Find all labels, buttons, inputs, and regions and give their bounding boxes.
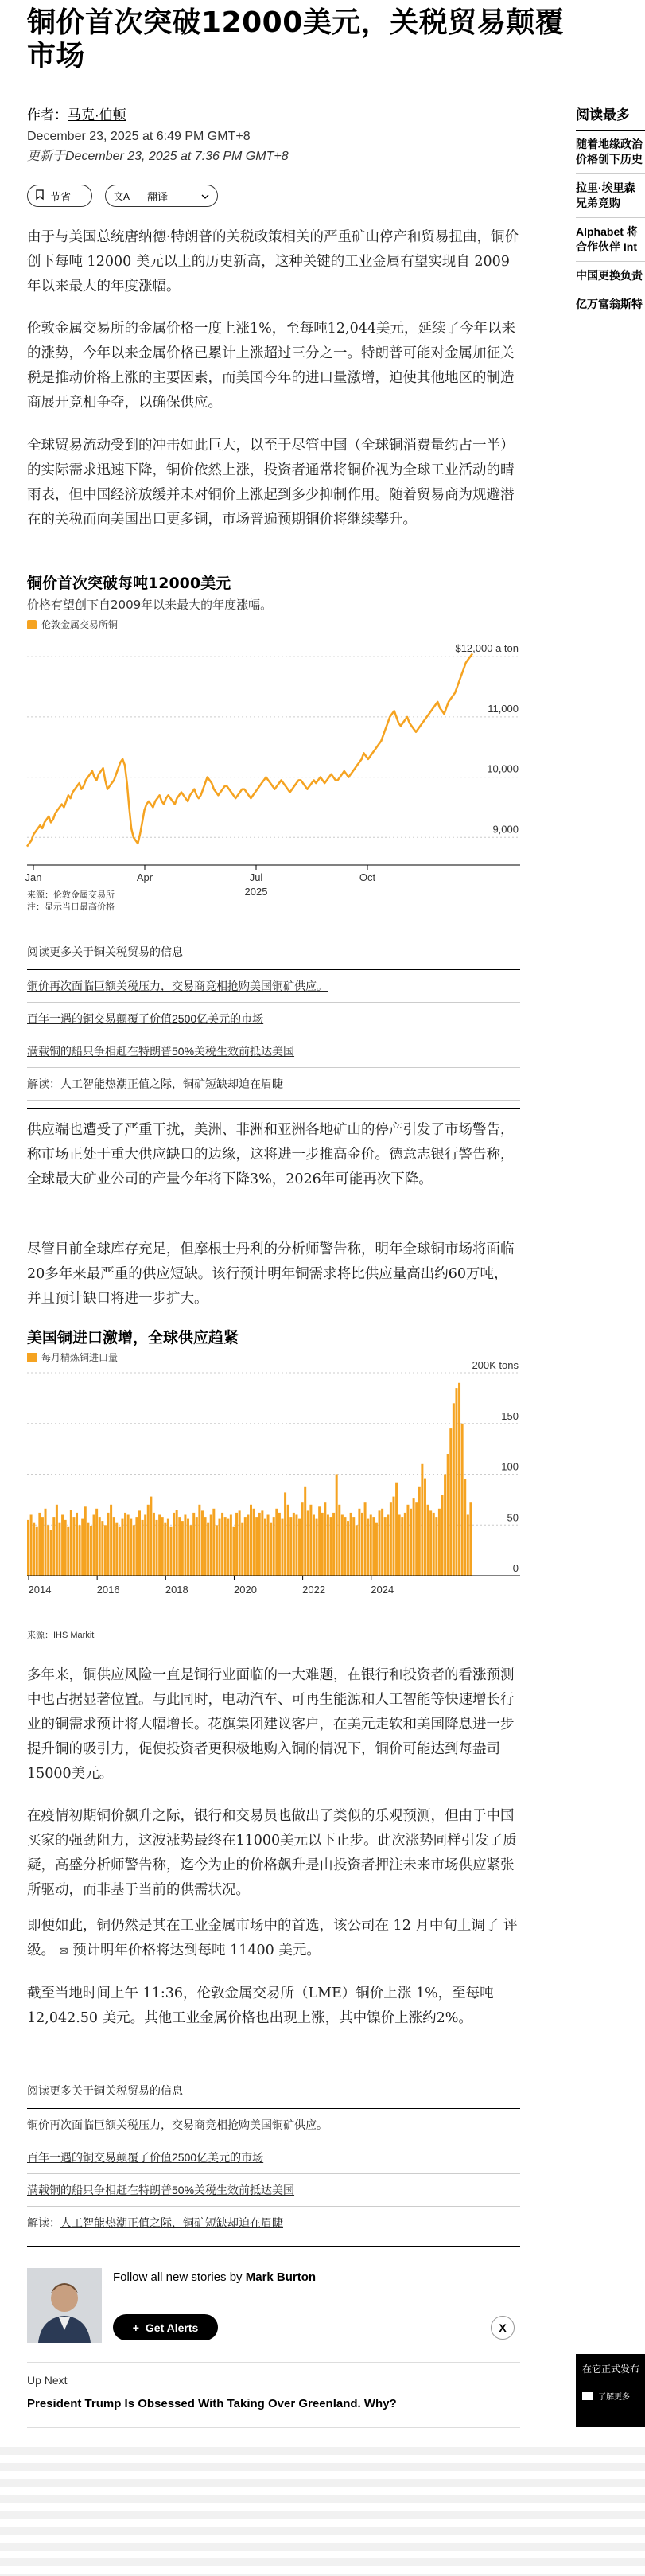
import-bar — [281, 1519, 283, 1576]
import-bar — [210, 1515, 212, 1576]
import-bar — [395, 1483, 398, 1576]
import-bar — [413, 1498, 415, 1576]
divider — [27, 2362, 520, 2363]
paragraph-1: 由于与美国总统唐纳德·特朗普的关税政策相关的严重矿山停产和贸易扭曲，铜价创下每吨 12000 美元以上的历史新高，这种关键的工业金属有望实现自 2009 年以来最大的年度涨幅。 — [27, 229, 519, 294]
paragraph-5: 尽管目前全球库存充足，但摩根士丹利的分析师警告称，明年全球铜市场将面临20多年来最严重的供应短缺。该行预计明年铜需求将比供应量高出约60万吨，并且预计缺口将进一步扩大。 — [27, 1241, 515, 1307]
import-bar — [298, 1519, 301, 1576]
read-more-link[interactable]: 百年一遇的铜交易颠覆了价值2500亿美元的市场 — [27, 2141, 520, 2174]
read-more-link[interactable]: 解读：人工智能热潮正值之际，铜矿短缺却迫在眉睫 — [27, 1068, 520, 1101]
x-tick-label: Oct — [359, 871, 376, 883]
import-bar — [87, 1523, 89, 1576]
import-bar — [36, 1527, 38, 1576]
import-bar — [198, 1505, 200, 1576]
y-tick-label: 100 — [501, 1460, 519, 1473]
import-bar — [30, 1515, 33, 1576]
import-bar — [156, 1520, 158, 1576]
import-bar — [347, 1521, 349, 1576]
y-tick-label: $12,000 a ton — [455, 642, 519, 655]
chart1-legend: 伦敦金属交易所铜 — [27, 618, 520, 631]
chevron-down-icon — [201, 190, 209, 202]
update-date: 更新于December 23, 2025 at 7:36 PM GMT+8 — [27, 150, 289, 163]
paragraph-9: 截至当地时间上午 11:36，伦敦金属交易所（LME）铜价上涨 1%，至每吨 12,042.50 美元。其他工业金属价格也出现上涨，其中镍价上涨约2%。 — [27, 1986, 494, 2026]
import-bar — [307, 1510, 309, 1576]
y-tick-label: 50 — [507, 1511, 519, 1524]
import-bar — [176, 1510, 178, 1576]
chart1-title: 铜价首次突破每吨12000美元 — [27, 575, 231, 592]
import-bar — [350, 1513, 352, 1576]
import-bar — [41, 1517, 44, 1576]
import-bar — [398, 1515, 401, 1576]
import-bar — [401, 1517, 403, 1576]
import-bar — [239, 1510, 241, 1576]
import-bar — [38, 1513, 41, 1576]
import-bar — [101, 1521, 103, 1576]
sidebar-promo[interactable]: 在它正式发布 了解更多 — [576, 2354, 645, 2427]
author-link[interactable]: 马克·伯顿 — [68, 107, 126, 123]
import-bar — [76, 1513, 78, 1576]
import-bar — [113, 1517, 115, 1576]
import-bar — [278, 1513, 281, 1576]
import-bar — [390, 1502, 392, 1576]
import-bar — [99, 1517, 101, 1576]
import-bar — [318, 1506, 321, 1576]
read-more-heading: 阅读更多关于铜关税贸易的信息 — [27, 934, 520, 970]
import-bar — [410, 1509, 412, 1576]
bookmark-button[interactable]: 节省 — [27, 185, 92, 207]
import-bar — [270, 1523, 272, 1576]
import-bar — [392, 1497, 394, 1576]
sidebar-heading: 阅读最多 — [576, 107, 630, 123]
import-bar — [153, 1513, 155, 1576]
import-bar — [90, 1526, 92, 1576]
import-bar — [235, 1513, 238, 1576]
legend-bar-swatch — [27, 1353, 37, 1362]
sidebar-item[interactable]: 拉里·埃里森 兄弟竞购 — [576, 174, 645, 218]
divider — [27, 2427, 520, 2428]
import-bar — [133, 1525, 135, 1576]
import-bar — [464, 1479, 466, 1576]
import-bar — [50, 1530, 52, 1576]
import-bar — [330, 1517, 332, 1576]
import-bar — [230, 1515, 232, 1576]
import-bar — [207, 1523, 209, 1576]
up-next-title[interactable]: President Trump Is Obsessed With Taking Over Greenland. Why? — [27, 2397, 397, 2410]
y-tick-label: 11,000 — [488, 702, 519, 715]
import-bar — [212, 1509, 215, 1576]
x-tick-label: Jul — [249, 871, 263, 883]
import-bar — [67, 1527, 69, 1576]
import-bar — [424, 1479, 426, 1576]
import-bar — [284, 1492, 286, 1576]
y-tick-label: 10,000 — [487, 762, 519, 775]
legend-line-swatch — [27, 620, 37, 629]
import-bar — [250, 1505, 252, 1576]
import-bar — [427, 1505, 429, 1576]
import-bar — [201, 1510, 204, 1576]
x-tick-label: 2024 — [371, 1584, 394, 1596]
chart1-subtitle: 价格有望创下自2009年以来最大的年度涨幅。 — [27, 598, 273, 612]
import-bar — [232, 1527, 235, 1576]
import-bar — [435, 1517, 437, 1576]
sidebar-item[interactable]: 随着地缘政治 价格创下历史 — [576, 131, 645, 174]
import-bar — [138, 1510, 141, 1576]
import-bar — [244, 1517, 247, 1576]
import-bar — [287, 1505, 289, 1576]
copper-price-chart — [25, 629, 520, 898]
import-bar — [216, 1525, 218, 1576]
import-bar — [364, 1502, 367, 1576]
import-bar — [84, 1506, 87, 1576]
read-more-2 — [27, 2073, 520, 2239]
import-bar — [227, 1519, 229, 1576]
paragraph-6: 多年来，铜供应风险一直是铜行业面临的一大难题，在银行和投资者的看涨预测中也占据显著位置。与此同时，电动汽车、可再生能源和人工智能等快速增长行业的铜需求预计将大幅增长。花旗集团建议客户，在美元走软和美国降息进一步提升铜的吸引力，促使投资者更积极地购入铜的情况下，铜价可能达到每盎司15000美元。 — [27, 1667, 515, 1782]
bookmark-icon — [36, 189, 44, 202]
import-bar — [104, 1525, 107, 1576]
import-bar — [33, 1523, 35, 1576]
import-bar — [418, 1487, 421, 1576]
import-bar — [196, 1517, 198, 1576]
import-bar — [444, 1475, 446, 1576]
import-bar — [267, 1515, 270, 1576]
import-bar — [147, 1505, 150, 1576]
sidebar-item[interactable]: 中国更换负责 — [576, 262, 645, 290]
up-next-label: Up Next — [27, 2374, 68, 2387]
import-bar — [301, 1502, 304, 1576]
import-bar — [332, 1513, 335, 1576]
import-bar — [158, 1515, 161, 1576]
translate-icon: 文A — [114, 190, 130, 202]
import-bar — [367, 1519, 369, 1576]
translate-button[interactable]: 文A 翻译 — [105, 185, 218, 207]
import-bar — [313, 1515, 315, 1576]
byline: 作者：马克·伯顿 — [27, 107, 126, 123]
import-bar — [47, 1525, 49, 1576]
chart2-legend: 每月精炼铜进口量 — [27, 1350, 520, 1364]
import-bar — [169, 1527, 172, 1576]
chart1-source: 来源：伦敦金属交易所 注：显示当日最高价格 — [27, 890, 115, 912]
x-social-icon[interactable]: X — [491, 2316, 515, 2340]
import-bar — [115, 1523, 118, 1576]
import-bar — [327, 1515, 329, 1576]
import-bar — [130, 1519, 132, 1576]
get-alerts-button[interactable]: + Get Alerts — [113, 2314, 218, 2340]
plus-icon: + — [132, 2321, 139, 2334]
x-tick-label: 2018 — [165, 1584, 188, 1596]
import-bar — [469, 1502, 472, 1576]
import-bar — [187, 1519, 189, 1576]
sidebar-most-read — [576, 103, 645, 318]
import-bar — [219, 1519, 221, 1576]
import-bar — [309, 1505, 312, 1576]
import-bar — [458, 1383, 460, 1576]
import-bar — [178, 1517, 181, 1576]
loading-placeholder — [0, 2439, 645, 2576]
import-bar — [289, 1517, 292, 1576]
import-bar — [95, 1509, 98, 1576]
import-bar — [356, 1525, 358, 1576]
import-bar — [52, 1517, 55, 1576]
sidebar-item[interactable]: 亿万富翁斯特 — [576, 298, 643, 310]
x-tick-label: 2022 — [302, 1584, 326, 1596]
read-more-link[interactable]: 铜价再次面临巨额关税压力，交易商竞相抢购美国铜矿供应。 — [27, 970, 520, 1003]
import-bar — [64, 1520, 67, 1576]
import-bar — [361, 1513, 363, 1576]
import-bar — [258, 1513, 261, 1576]
import-bar — [241, 1523, 243, 1576]
y-tick-label: 0 — [512, 1562, 519, 1574]
import-bar — [81, 1519, 84, 1576]
sidebar-item[interactable]: Alphabet 将 合作伙伴 Int — [576, 218, 645, 262]
chart2-header — [27, 1326, 520, 1364]
y-tick-label: 9,000 — [492, 823, 519, 836]
import-bar — [433, 1513, 435, 1576]
read-more-link[interactable]: 满载铜的船只争相赶在特朗普50%关税生效前抵达美国 — [27, 2174, 520, 2207]
paragraph-7: 在疫情初期铜价飙升之际，银行和交易员也做出了类似的乐观预测，但由于中国买家的强劲阻力，这波涨势最终在11000美元以下止步。此次涨势同样引发了质疑，高盛分析师警告称，迄今为止的价格飙升是由投资者押注未来市场供应紧张所驱动，而非基于当前的供需状况。 — [27, 1808, 517, 1898]
import-bar — [107, 1513, 110, 1576]
import-bar — [253, 1509, 255, 1576]
import-bar — [415, 1502, 418, 1576]
import-bar — [295, 1515, 297, 1576]
import-bar — [119, 1527, 121, 1576]
import-bar — [275, 1509, 278, 1576]
import-bar — [404, 1513, 406, 1576]
import-bar — [358, 1509, 360, 1576]
import-bar — [192, 1513, 195, 1576]
x-tick-label: Jan — [25, 871, 42, 883]
import-bar — [338, 1505, 340, 1576]
y-tick-label: 150 — [501, 1409, 519, 1422]
import-bar — [381, 1509, 383, 1576]
import-bar — [224, 1517, 227, 1576]
import-bar — [449, 1428, 452, 1576]
import-bar — [142, 1520, 144, 1576]
import-bar — [293, 1513, 295, 1576]
import-bar — [372, 1517, 375, 1576]
import-bar — [261, 1510, 263, 1576]
follow-text: Follow all new stories by Mark Burton — [113, 2270, 317, 2284]
import-bar — [406, 1505, 409, 1576]
import-bar — [181, 1521, 184, 1576]
import-bar — [384, 1517, 387, 1576]
import-bar — [173, 1513, 175, 1576]
import-bar — [164, 1523, 166, 1576]
import-bar — [467, 1515, 469, 1576]
import-bar — [61, 1515, 64, 1576]
x-tick-label: 2020 — [234, 1584, 257, 1596]
import-bar — [27, 1520, 29, 1576]
import-bar — [321, 1513, 324, 1576]
paragraph-3: 全球贸易流动受到的冲击如此巨大，以至于尽管中国（全球铜消费量约占一半）的实际需求迅速下降，铜价依然上涨，投资者通常将铜价视为全球工业活动的晴雨表，但中国经济放缓并未对铜价上涨起到多少抑制作用。随着贸易商为规避潜在的关税而向美国出口更多铜，市场普遍预期铜价将继续攀升。 — [27, 438, 515, 528]
import-bar — [441, 1495, 444, 1576]
read-more-link[interactable]: 铜价再次面临巨额关税压力，交易商竞相抢购美国铜矿供应。 — [27, 2109, 520, 2141]
chart2-title: 美国铜进口激增，全球供应趋紧 — [27, 1329, 239, 1346]
chart2-source: 来源：IHS Markit — [27, 1631, 95, 1640]
import-bar — [344, 1517, 346, 1576]
import-bar — [127, 1515, 130, 1576]
import-bar — [167, 1519, 169, 1576]
import-bar — [121, 1519, 123, 1576]
import-bar — [447, 1454, 449, 1576]
divider — [27, 2246, 520, 2247]
x-tick-label: 2014 — [28, 1584, 52, 1596]
import-bar — [184, 1515, 186, 1576]
x-tick-label: 2016 — [96, 1584, 120, 1596]
import-bar — [58, 1523, 60, 1576]
year-label: 2025 — [244, 886, 268, 898]
import-bar — [93, 1515, 95, 1576]
import-bar — [461, 1424, 464, 1576]
import-bar — [144, 1515, 146, 1576]
import-bar — [421, 1464, 423, 1576]
import-bar — [438, 1509, 441, 1576]
import-bar — [453, 1403, 455, 1576]
divider — [27, 1108, 520, 1109]
import-bar — [264, 1519, 266, 1576]
comment-icon: ✉ — [59, 1946, 68, 1958]
import-bar — [455, 1388, 457, 1576]
import-bar — [135, 1517, 138, 1576]
import-bar — [190, 1525, 192, 1576]
import-bar — [110, 1505, 112, 1576]
import-bar — [336, 1475, 338, 1576]
x-tick-label: Apr — [136, 871, 153, 883]
import-bar — [273, 1517, 275, 1576]
import-bar — [316, 1519, 318, 1576]
price-line — [27, 653, 472, 846]
import-bar — [204, 1517, 207, 1576]
read-more-link[interactable]: 满载铜的船只争相赶在特朗普50%关税生效前抵达美国 — [27, 1035, 520, 1068]
chart1-header — [27, 571, 520, 631]
import-bar — [161, 1517, 164, 1576]
import-bar — [45, 1509, 47, 1576]
import-bar — [370, 1515, 372, 1576]
read-more-1 — [27, 934, 520, 1101]
import-bar — [79, 1525, 81, 1576]
paragraph-8: 即便如此，铜仍然是其在工业金属市场中的首选，该公司在 12 月中旬上调了 评级。 ✉ 预计明年价格将达到每吨 11400 美元。 — [27, 1918, 518, 1958]
import-bar — [379, 1510, 381, 1576]
read-more-link[interactable]: 百年一遇的铜交易颠覆了价值2500亿美元的市场 — [27, 1003, 520, 1035]
article-title: 铜价首次突破12000美元，关税贸易颠覆 市场 — [27, 6, 565, 72]
import-bar — [341, 1515, 344, 1576]
import-bar — [247, 1515, 249, 1576]
import-bar — [387, 1515, 389, 1576]
paragraph-4: 供应端也遭受了严重干扰，美洲、非洲和亚洲各地矿山的停产引发了市场警告，称市场正处于重大供应缺口的边缘，这将进一步推高金价。德意志银行警告称，全球最大矿业公司的产量今年将下降3%，2026年可能再次下降。 — [27, 1122, 515, 1187]
upgrade-link[interactable]: 上调了 — [457, 1918, 499, 1934]
read-more-link[interactable]: 解读：人工智能热潮正值之际，铜矿短缺却迫在眉睫 — [27, 2207, 520, 2239]
import-bar — [221, 1513, 223, 1576]
promo-icon — [582, 2392, 593, 2400]
import-bar — [124, 1513, 126, 1576]
import-bar — [352, 1517, 355, 1576]
import-bar — [70, 1510, 72, 1576]
import-bar — [56, 1505, 58, 1576]
author-avatar — [27, 2268, 102, 2343]
y-tick-label: 200K tons — [472, 1359, 519, 1371]
paragraph-2: 伦敦金属交易所的金属价格一度上涨1%，至每吨12,044美元，延续了今年以来的涨势，今年以来金属价格已累计上涨超过三分之一。特朗普可能对金属加征关税是推动价格上涨的主要因素，而美国今年的进口量激增，迫使其他地区的制造商展开竞相争夺，以确保供应。 — [27, 321, 515, 411]
import-bar — [375, 1523, 378, 1576]
us-copper-imports-chart — [27, 1359, 520, 1619]
import-bar — [72, 1517, 75, 1576]
import-bar — [304, 1487, 306, 1576]
import-bar — [150, 1497, 152, 1576]
import-bar — [324, 1502, 326, 1576]
import-bar — [255, 1517, 258, 1576]
publish-date: December 23, 2025 at 6:49 PM GMT+8 — [27, 130, 251, 143]
import-bar — [429, 1510, 432, 1576]
read-more-heading: 阅读更多关于铜关税贸易的信息 — [27, 2073, 520, 2109]
